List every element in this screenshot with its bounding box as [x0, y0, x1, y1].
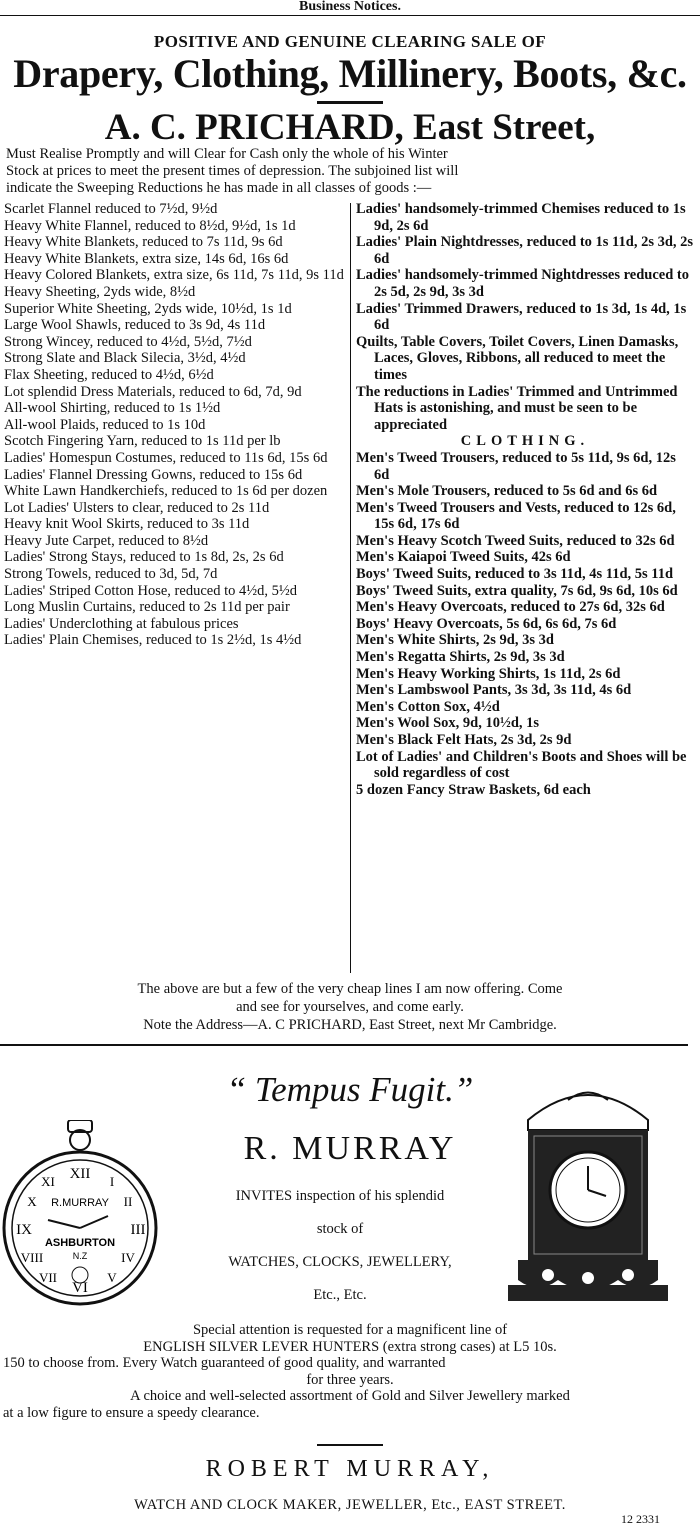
- price-item: Ladies' Striped Cotton Hose, reduced to 4½d, 5½d: [4, 582, 297, 599]
- price-item: Lot Ladies' Ulsters to clear, reduced to 2s 11d: [4, 499, 270, 516]
- price-item: Lot splendid Dress Materials, reduced to 6d, 7d, 9d: [4, 383, 302, 400]
- price-item: Lot of Ladies' and Children's Boots and Shoes will be sold regardless of cost: [356, 748, 687, 782]
- column-divider: [350, 203, 351, 973]
- special-line: for three years.: [306, 1371, 394, 1388]
- price-item: Boys' Tweed Suits, reduced to 3s 11d, 4s 11d, 5s 11d: [356, 566, 674, 583]
- price-item: Heavy White Blankets, extra size, 14s 6d, 16s 6d: [4, 250, 289, 267]
- intro-line: indicate the Sweeping Reductions he has made in all classes of goods :—: [6, 180, 432, 196]
- svg-text:I: I: [109, 1174, 115, 1189]
- price-item: Men's Heavy Scotch Tweed Suits, reduced to 32s 6d: [356, 532, 675, 549]
- price-item: Heavy White Flannel, reduced to 8½d, 9½d, 1s 1d: [4, 217, 296, 234]
- watch-maker-text: R.MURRAY: [51, 1197, 109, 1209]
- svg-text:IX: IX: [16, 1222, 32, 1238]
- murray-slogan: “ Tempus Fugit.”: [226, 1070, 474, 1109]
- price-item: Men's White Shirts, 2s 9d, 3s 3d: [356, 632, 554, 649]
- invite-line: stock of: [316, 1221, 364, 1237]
- price-item: Ladies' Strong Stays, reduced to 1s 8d, 2s, 2s 6d: [4, 549, 284, 566]
- svg-text:XI: XI: [41, 1174, 55, 1189]
- price-item: Strong Slate and Black Silecia, 3½d, 4½d: [4, 350, 246, 367]
- price-item: Ladies' Plain Nightdresses, reduced to 1s 11d, 2s 3d, 2s 6d: [356, 234, 694, 267]
- price-list-left: [4, 201, 344, 649]
- price-item: 5 dozen Fancy Straw Baskets, 6d each: [356, 781, 591, 798]
- price-item: Men's Lambswool Pants, 3s 3d, 3s 11d, 4s 6d: [356, 682, 632, 699]
- price-item: Boys' Tweed Suits, extra quality, 7s 6d, 9s 6d, 10s 6d: [356, 582, 678, 599]
- price-item: All-wool Plaids, reduced to 1s 10d: [4, 416, 206, 433]
- price-item: Heavy Sheeting, 2yds wide, 8½d: [4, 283, 196, 300]
- price-item: Scotch Fingering Yarn, reduced to 1s 11d per lb: [4, 433, 281, 450]
- section-header: Business Notices.: [299, 0, 401, 14]
- murray-signature: ROBERT MURRAY,: [205, 1456, 495, 1482]
- price-item: Strong Wincey, reduced to 4½d, 5½d, 7½d: [4, 333, 252, 350]
- price-item: Flax Sheeting, reduced to 4½d, 6½d: [4, 366, 214, 383]
- ad-number: 12 2331: [621, 1512, 660, 1526]
- price-item: Long Muslin Curtains, reduced to 2s 11d per pair: [4, 599, 290, 616]
- price-item: Large Wool Shawls, reduced to 3s 9d, 4s 11d: [4, 317, 266, 334]
- svg-text:VI: VI: [72, 1280, 88, 1296]
- murray-invitation: [150, 1180, 530, 1312]
- prichard-intro: [6, 146, 696, 197]
- price-item: Men's Kaiapoi Tweed Suits, 42s 6d: [356, 549, 571, 566]
- price-item: Ladies' Flannel Dressing Gowns, reduced to 15s 6d: [4, 466, 303, 483]
- special-line: Special attention is requested for a magnificent line of: [192, 1322, 508, 1338]
- price-item: Ladies' Plain Chemises, reduced to 1s 2½d, 1s 4½d: [4, 632, 302, 649]
- svg-text:IV: IV: [121, 1250, 135, 1265]
- price-item: Heavy knit Wool Skirts, reduced to 3s 11d: [4, 516, 250, 533]
- murray-name: R. MURRAY: [243, 1130, 457, 1167]
- closing-line: The above are but a few of the very cheap lines I am now offering. Come: [137, 981, 563, 997]
- price-item: Men's Heavy Working Shirts, 1s 11d, 2s 6d: [356, 665, 621, 682]
- price-item: Ladies' Trimmed Drawers, reduced to 1s 3d, 1s 4d, 1s 6d: [356, 300, 687, 334]
- price-item: Men's Tweed Trousers, reduced to 5s 11d, 9s 6d, 12s 6d: [356, 449, 676, 483]
- special-line: at a low figure to ensure a speedy clearance.: [3, 1404, 260, 1421]
- mantel-clock-illustration: [508, 1080, 668, 1305]
- special-line: A choice and well-selected assortment of Gold and Silver Jewellery marked: [130, 1388, 570, 1404]
- price-item: Men's Black Felt Hats, 2s 3d, 2s 9d: [356, 732, 572, 748]
- price-item: Men's Regatta Shirts, 2s 9d, 3s 3d: [356, 649, 565, 666]
- clothing-heading: CLOTHING.: [460, 433, 590, 450]
- price-item: Men's Wool Sox, 9d, 10½d, 1s: [356, 715, 540, 732]
- svg-text:VII: VII: [38, 1270, 58, 1285]
- invite-line: WATCHES, CLOCKS, JEWELLERY,: [228, 1254, 452, 1270]
- price-item: Strong Towels, reduced to 3d, 5d, 7d: [4, 566, 218, 583]
- prichard-subhead: POSITIVE AND GENUINE CLEARING SALE OF: [153, 32, 547, 51]
- price-item: Ladies' handsomely-trimmed Chemises reduced to 1s 9d, 2s 6d: [356, 201, 686, 234]
- svg-text:VIII: VIII: [20, 1250, 44, 1265]
- svg-text:X: X: [27, 1194, 37, 1209]
- closing-line: and see for yourselves, and come early.: [236, 999, 464, 1015]
- headline-rule: [317, 101, 383, 104]
- intro-line: Must Realise Promptly and will Clear for Cash only the whole of his Winter: [6, 146, 448, 162]
- price-item: Quilts, Table Covers, Toilet Covers, Linen Damasks, Laces, Gloves, Ribbons, all reduced to meet the times: [356, 333, 679, 383]
- price-item: Men's Tweed Trousers and Vests, reduced to 12s 6d, 15s 6d, 17s 6d: [356, 499, 676, 533]
- price-list-right: [356, 201, 694, 798]
- murray-special-offer: [0, 1322, 700, 1421]
- svg-text:V: V: [107, 1270, 117, 1285]
- svg-text:II: II: [123, 1194, 133, 1209]
- pocket-watch-illustration: [0, 1120, 160, 1320]
- prichard-name: A. C. PRICHARD, East Street,: [104, 107, 596, 148]
- price-item: Ladies' Homespun Costumes, reduced to 11s 6d, 15s 6d: [4, 449, 328, 466]
- prichard-closing: [10, 980, 690, 1034]
- svg-text:XII: XII: [69, 1166, 91, 1182]
- invite-line: INVITES inspection of his splendid: [235, 1188, 445, 1204]
- price-item: Heavy Jute Carpet, reduced to 8½d: [4, 532, 209, 549]
- signature-rule: [317, 1444, 383, 1446]
- address-line: Note the Address—A. C PRICHARD, East Street, next Mr Cambridge.: [143, 1017, 557, 1033]
- price-item: Men's Mole Trousers, reduced to 5s 6d and 6s 6d: [356, 483, 658, 500]
- special-line: ENGLISH SILVER LEVER HUNTERS (extra strong cases) at L5 10s.: [143, 1338, 557, 1355]
- price-item: The reductions in Ladies' Trimmed and Untrimmed Hats is astonishing, and must be seen to be appreciated: [356, 383, 678, 433]
- price-item: Men's Cotton Sox, 4½d: [356, 698, 500, 715]
- price-item: Heavy White Blankets, reduced to 7s 11d, 9s 6d: [4, 234, 283, 251]
- watch-country-text: N.Z: [72, 1251, 88, 1261]
- price-item: All-wool Shirting, reduced to 1s 1½d: [4, 400, 221, 417]
- watch-town-text: ASHBURTON: [44, 1237, 116, 1249]
- price-item: Men's Heavy Overcoats, reduced to 27s 6d, 32s 6d: [356, 599, 665, 616]
- price-item: Scarlet Flannel reduced to 7½d, 9½d: [4, 201, 218, 217]
- price-item: Superior White Sheeting, 2yds wide, 10½d, 1s 1d: [4, 300, 292, 317]
- price-item: White Lawn Handkerchiefs, reduced to 1s 6d per dozen: [4, 483, 328, 500]
- header-rule: [0, 15, 700, 16]
- price-item: Boys' Heavy Overcoats, 5s 6d, 6s 6d, 7s 6d: [356, 615, 617, 632]
- invite-line: Etc., Etc.: [313, 1287, 367, 1303]
- prichard-headline: Drapery, Clothing, Millinery, Boots, &c.: [13, 51, 687, 96]
- murray-trade: WATCH AND CLOCK MAKER, JEWELLER, Etc., EAST STREET.: [134, 1497, 566, 1513]
- special-line: 150 to choose from. Every Watch guaranteed of good quality, and warranted: [3, 1355, 446, 1371]
- price-item: Heavy Colored Blankets, extra size, 6s 11d, 7s 11d, 9s 11d: [4, 267, 344, 284]
- price-item: Ladies' Underclothing at fabulous prices: [4, 615, 239, 632]
- svg-text:III: III: [130, 1222, 146, 1238]
- intro-line: Stock at prices to meet the present times of depression. The subjoined list will: [6, 163, 459, 179]
- price-item: Ladies' handsomely-trimmed Nightdresses reduced to 2s 5d, 2s 9d, 3s 3d: [356, 267, 689, 300]
- ad-separator: [0, 1044, 688, 1046]
